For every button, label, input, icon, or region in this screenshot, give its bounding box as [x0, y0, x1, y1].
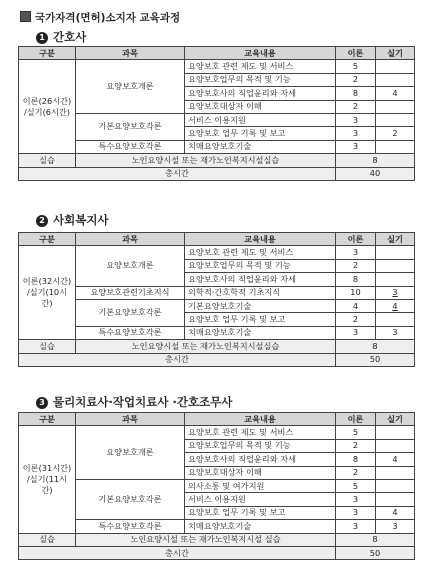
- header-naeyong: 교육내용: [185, 233, 336, 246]
- subject-cell: 요양보호개론: [76, 60, 185, 114]
- content-cell: 기본요양보호기술: [185, 299, 336, 312]
- header-row: [19, 413, 415, 426]
- curriculum-table-2: [18, 232, 415, 367]
- subject-cell: 특수요양보호각론: [76, 520, 185, 533]
- practice-label: 실습: [19, 154, 76, 167]
- practice-hours-cell: [376, 466, 415, 479]
- content-cell: 서비스 이용지원: [185, 113, 336, 126]
- content-cell: 의학적·간호학적 기초지식: [185, 286, 336, 299]
- theory-hours-cell: 5: [336, 479, 376, 492]
- practice-hours-cell: [376, 439, 415, 452]
- section-title: 물리치료사·작업치료사 ·간호조무사: [53, 395, 233, 409]
- header-iron: 이론: [336, 413, 376, 426]
- practice-hours-cell: 3: [376, 520, 415, 533]
- content-cell: 서비스 이용지원: [185, 493, 336, 506]
- content-cell: 요양보호대상자 이해: [185, 466, 336, 479]
- header-iron: 이론: [336, 47, 376, 60]
- practice-row: [19, 340, 415, 353]
- subject-cell: 기본요양보호각론: [76, 299, 185, 326]
- number-circle-icon: 2: [36, 215, 48, 227]
- practice-hours-cell: 4: [376, 299, 415, 312]
- practice-content: 노인요양시설 또는 재가노인복지시설 실습: [76, 533, 336, 546]
- subject-cell: 특수요양보호각론: [76, 140, 185, 153]
- theory-hours-cell: 3: [336, 246, 376, 259]
- practice-label: 실습: [19, 533, 76, 546]
- subject-cell: 기본요양보호각론: [76, 113, 185, 140]
- practice-hours-cell: 4: [376, 506, 415, 519]
- content-cell: 요양보호사의 직업윤리와 자세: [185, 87, 336, 100]
- subject-cell: 요양보호개론: [76, 426, 185, 480]
- number-circle-icon: 3: [36, 397, 48, 409]
- subject-cell: 기본요양보호각론: [76, 479, 185, 519]
- header-row: [19, 233, 415, 246]
- practice-hours: 8: [336, 533, 415, 546]
- practice-row: [19, 154, 415, 167]
- theory-hours-cell: 3: [336, 326, 376, 339]
- practice-hours-cell: [376, 113, 415, 126]
- total-row: [19, 546, 415, 559]
- content-cell: 요양보호사의 직업윤리와 자세: [185, 453, 336, 466]
- section-heading-2: [36, 212, 109, 228]
- theory-hours-cell: 2: [336, 313, 376, 326]
- gubun-cell: 이론(32시간) /실기(10시간): [19, 246, 76, 340]
- total-hours: 50: [336, 546, 415, 559]
- theory-hours-cell: 5: [336, 426, 376, 439]
- gubun-cell: 이론(31시간) /실기(11시간): [19, 426, 76, 533]
- table-row: [19, 246, 415, 259]
- header-naeyong: 교육내용: [185, 413, 336, 426]
- theory-hours-cell: 2: [336, 259, 376, 272]
- practice-hours-cell: 3: [376, 326, 415, 339]
- header-gubun: 구분: [19, 47, 76, 60]
- content-cell: 요양보호 업무 기록 및 보고: [185, 313, 336, 326]
- theory-hours-cell: 3: [336, 113, 376, 126]
- practice-hours: 8: [336, 154, 415, 167]
- table-row: [19, 299, 415, 312]
- practice-hours-cell: [376, 493, 415, 506]
- header-row: [19, 47, 415, 60]
- page-title-text: 국가자격(면허)소지자 교육과정: [35, 12, 181, 24]
- theory-hours-cell: 3: [336, 493, 376, 506]
- practice-hours: 8: [336, 340, 415, 353]
- practice-content: 노인요양시설 또는 재가노인복지시설실습: [76, 154, 336, 167]
- practice-hours-cell: [376, 273, 415, 286]
- content-cell: 치매요양보호기술: [185, 140, 336, 153]
- content-cell: 요양보호대상자 이해: [185, 100, 336, 113]
- practice-hours-cell: [376, 100, 415, 113]
- practice-hours-cell: 3: [376, 286, 415, 299]
- theory-hours-cell: 8: [336, 87, 376, 100]
- total-row: [19, 167, 415, 180]
- theory-hours-cell: 8: [336, 453, 376, 466]
- table-row: [19, 140, 415, 153]
- section-title: 간호사: [53, 30, 87, 44]
- page-title: [20, 10, 180, 25]
- practice-hours-cell: [376, 313, 415, 326]
- header-silgi: 실기: [376, 47, 415, 60]
- theory-hours-cell: 5: [336, 60, 376, 73]
- theory-hours-cell: 3: [336, 127, 376, 140]
- section-heading-3: [36, 394, 232, 410]
- practice-hours-cell: [376, 140, 415, 153]
- subject-cell: 특수요양보호각론: [76, 326, 185, 339]
- practice-label: 실습: [19, 340, 76, 353]
- subject-cell: 요양보호개론: [76, 246, 185, 286]
- total-hours: 40: [336, 167, 415, 180]
- practice-hours-cell: [376, 60, 415, 73]
- content-cell: 요양보호업무의 목적 및 기능: [185, 439, 336, 452]
- content-cell: 요양보호 관련 제도 및 서비스: [185, 246, 336, 259]
- section-title: 사회복지사: [53, 213, 109, 227]
- curriculum-table-1: [18, 46, 415, 181]
- practice-hours-cell: 2: [376, 127, 415, 140]
- header-iron: 이론: [336, 233, 376, 246]
- table-row: [19, 286, 415, 299]
- theory-hours-cell: 10: [336, 286, 376, 299]
- table-row: [19, 520, 415, 533]
- header-gwamok: 과목: [76, 233, 185, 246]
- content-cell: 의사소통 및 여가지원: [185, 479, 336, 492]
- practice-hours-cell: [376, 73, 415, 86]
- practice-hours-cell: 4: [376, 453, 415, 466]
- section-heading-1: [36, 29, 86, 45]
- theory-hours-cell: 4: [336, 299, 376, 312]
- total-row: [19, 353, 415, 366]
- header-gubun: 구분: [19, 413, 76, 426]
- theory-hours-cell: 3: [336, 140, 376, 153]
- theory-hours-cell: 2: [336, 73, 376, 86]
- total-label: 총시간: [19, 167, 336, 180]
- subject-cell: 요양보호관련기초지식: [76, 286, 185, 299]
- table-row: [19, 326, 415, 339]
- practice-hours-cell: [376, 426, 415, 439]
- header-silgi: 실기: [376, 413, 415, 426]
- table-row: [19, 426, 415, 439]
- theory-hours-cell: 2: [336, 100, 376, 113]
- content-cell: 요양보호사의 직업윤리와 자세: [185, 273, 336, 286]
- header-gwamok: 과목: [76, 47, 185, 60]
- content-cell: 치매요양보호기술: [185, 520, 336, 533]
- header-naeyong: 교육내용: [185, 47, 336, 60]
- total-label: 총시간: [19, 546, 336, 559]
- practice-hours-cell: [376, 246, 415, 259]
- number-circle-icon: 1: [36, 32, 48, 44]
- checkbox-square-icon: [20, 11, 31, 22]
- theory-hours-cell: 8: [336, 273, 376, 286]
- practice-hours-cell: [376, 259, 415, 272]
- practice-row: [19, 533, 415, 546]
- curriculum-table-3: [18, 412, 415, 560]
- table-row: [19, 60, 415, 73]
- content-cell: 요양보호 업무 기록 및 보고: [185, 506, 336, 519]
- header-gubun: 구분: [19, 233, 76, 246]
- header-gwamok: 과목: [76, 413, 185, 426]
- total-hours: 50: [336, 353, 415, 366]
- total-label: 총시간: [19, 353, 336, 366]
- content-cell: 요양보호업무의 목적 및 기능: [185, 259, 336, 272]
- table-row: [19, 479, 415, 492]
- header-silgi: 실기: [376, 233, 415, 246]
- content-cell: 요양보호 관련 제도 및 서비스: [185, 426, 336, 439]
- theory-hours-cell: 2: [336, 466, 376, 479]
- content-cell: 요양보호업무의 목적 및 기능: [185, 73, 336, 86]
- theory-hours-cell: 2: [336, 439, 376, 452]
- practice-hours-cell: 4: [376, 87, 415, 100]
- content-cell: 요양보호 관련 제도 및 서비스: [185, 60, 336, 73]
- practice-content: 노인요양시설 또는 재가노인복지시설실습: [76, 340, 336, 353]
- theory-hours-cell: 3: [336, 506, 376, 519]
- gubun-cell: 이론(26시간) /실기(6시간): [19, 60, 76, 154]
- practice-hours-cell: [376, 479, 415, 492]
- theory-hours-cell: 3: [336, 520, 376, 533]
- content-cell: 요양보호 업무 기록 및 보고: [185, 127, 336, 140]
- table-row: [19, 113, 415, 126]
- content-cell: 치매요양보호기술: [185, 326, 336, 339]
